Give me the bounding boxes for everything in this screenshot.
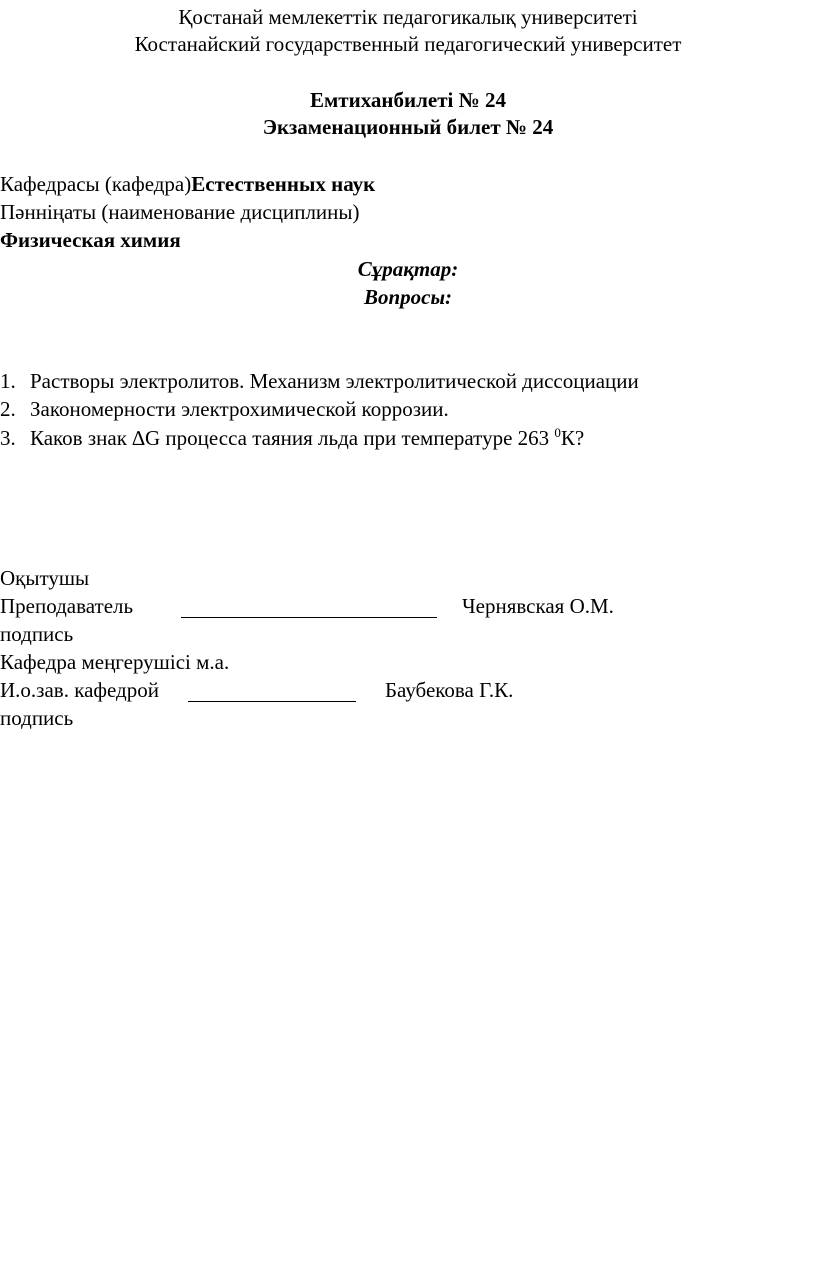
head-name: Баубекова Г.К. (385, 678, 514, 702)
department-value: Естественных наук (191, 172, 376, 196)
question-text-end: К? (560, 426, 585, 450)
degree-superscript: 0 (554, 425, 561, 440)
question-item (0, 425, 584, 451)
teacher-sign-label: подпись (0, 622, 74, 646)
discipline-label: Пәнніңаты (наименование дисциплины) (0, 200, 360, 224)
question-number: 3. (0, 426, 16, 450)
discipline-value: Физическая химия (0, 228, 181, 252)
questions-heading-ru: Вопросы: (363, 285, 453, 309)
head-sign-label: подпись (0, 706, 74, 730)
university-name-kz: Қостанай мемлекеттік педагогикалық университеті (178, 5, 638, 29)
questions-heading-kz: Сұрақтар: (357, 257, 459, 281)
question-number: 1. (0, 369, 16, 393)
head-signature-line (188, 683, 356, 702)
head-label-kz: Кафедра меңгерушісі м.а. (0, 650, 230, 674)
teacher-signature-line (181, 599, 437, 618)
question-number: 2. (0, 397, 16, 421)
ticket-title-ru: Экзаменационный билет № 24 (262, 115, 554, 139)
department-label: Кафедрасы (кафедра) (0, 172, 192, 196)
question-text: Растворы электролитов. Механизм электролитической диссоциации (30, 369, 639, 393)
teacher-label-kz: Оқытушы (0, 566, 90, 590)
ticket-title-kz: Емтиханбилеті № 24 (309, 88, 506, 112)
question-item (0, 396, 449, 422)
question-item (0, 368, 639, 394)
teacher-name: Чернявская О.М. (462, 594, 614, 618)
university-name-ru: Костанайский государственный педагогический университет (134, 32, 682, 56)
teacher-label-ru: Преподаватель (0, 594, 134, 618)
question-text: Закономерности электрохимической коррозии. (30, 397, 449, 421)
question-text: Каков знак ∆G процесса таяния льда при температуре 263 (30, 426, 555, 450)
department-line (0, 171, 375, 197)
head-label-ru: И.о.зав. кафедрой (0, 678, 159, 702)
teacher-line (0, 593, 133, 619)
